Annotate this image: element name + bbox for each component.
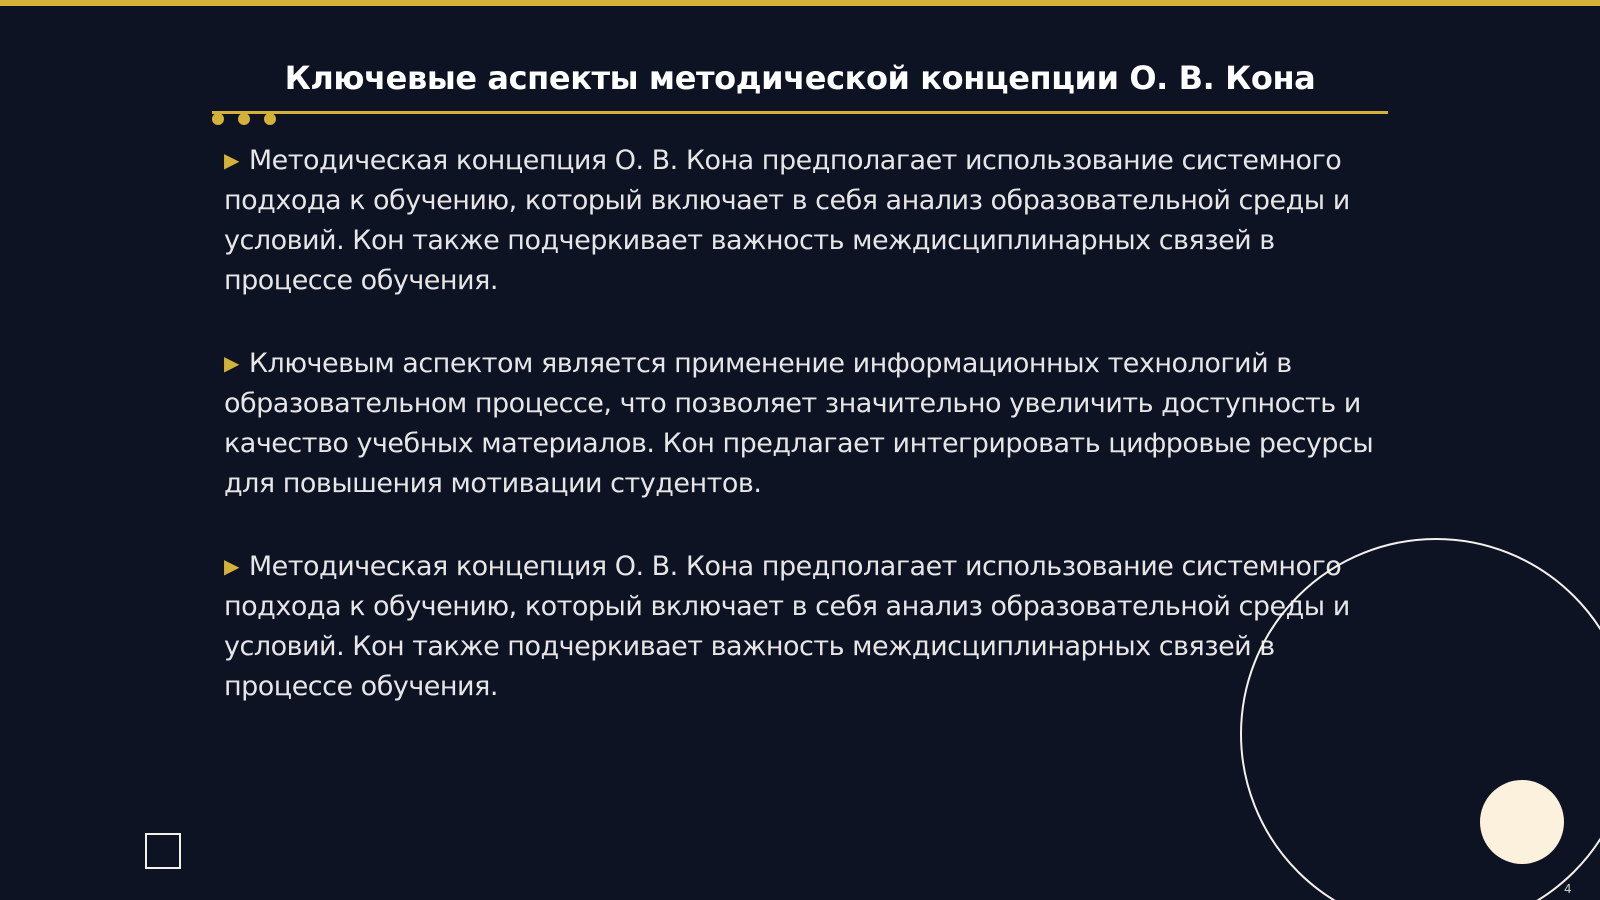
decor-filled-circle	[1480, 780, 1564, 864]
decor-dot	[264, 113, 276, 125]
triangle-bullet-icon: ▶	[224, 351, 239, 375]
bullet-text: Ключевым аспектом является применение информационных технологий в образовательном процессе, что позволяет значительно увеличить доступность и качество учебных материалов. Кон предлагает интегрировать цифровые ресурсы для повышения мотивации студентов.	[224, 348, 1374, 499]
triangle-bullet-icon: ▶	[224, 554, 239, 578]
bullet-text: Методическая концепция О. В. Кона предполагает использование системного подхода к обучению, который включает в себя анализ образовательной среды и условий. Кон также подчеркивает важность междисциплинарных связей в процессе обучения.	[224, 145, 1350, 296]
slide-title: Ключевые аспекты методической концепции О. В. Кона	[284, 59, 1316, 97]
top-accent-bar	[0, 0, 1600, 6]
title-underline	[212, 111, 1388, 114]
bullet-item	[224, 140, 1380, 301]
decor-dot	[238, 113, 250, 125]
decor-square	[145, 833, 181, 869]
bullet-list	[224, 140, 1380, 749]
bullet-item	[224, 343, 1380, 504]
triangle-bullet-icon: ▶	[224, 148, 239, 172]
bullet-item	[224, 546, 1380, 707]
decor-dot	[212, 113, 224, 125]
bullet-text: Методическая концепция О. В. Кона предполагает использование системного подхода к обучению, который включает в себя анализ образовательной среды и условий. Кон также подчеркивает важность междисциплинарных связей в процессе обучения.	[224, 551, 1350, 702]
page-number: 4	[1564, 882, 1572, 896]
